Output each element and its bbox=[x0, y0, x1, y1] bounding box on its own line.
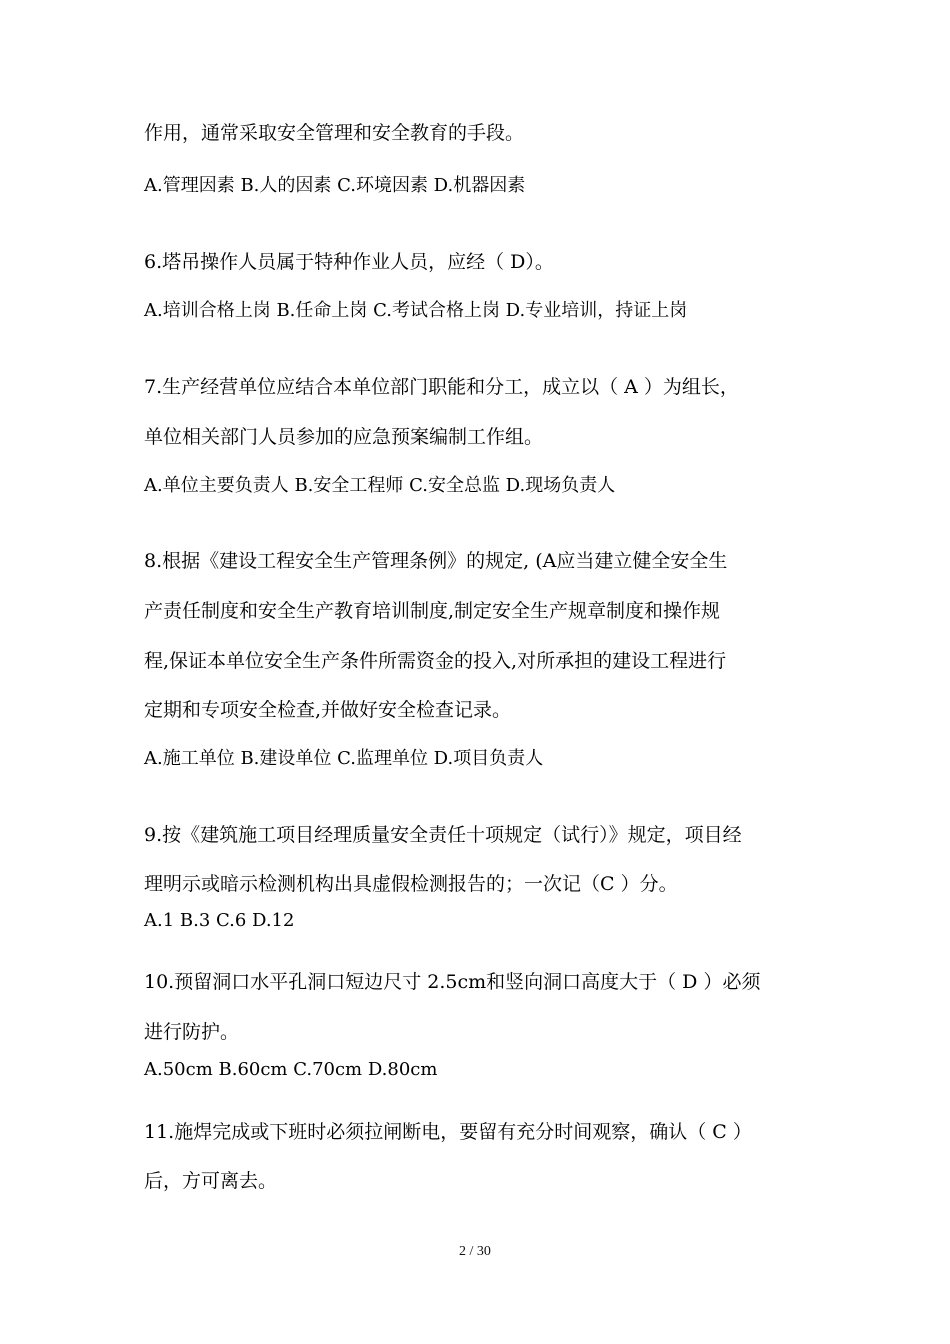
answer-options: A.1 B.3 C.6 D.12 bbox=[144, 910, 295, 931]
text-line: 单位相关部门人员参加的应急预案编制工作组。 bbox=[144, 426, 544, 448]
question-line: 7.生产经营单位应结合本单位部门职能和分工，成立以（ A ）为组长， bbox=[144, 376, 739, 398]
text-line: 作用，通常采取安全管理和安全教育的手段。 bbox=[144, 122, 525, 144]
text-line: 进行防护。 bbox=[144, 1021, 240, 1043]
text-line: 程,保证本单位安全生产条件所需资金的投入,对所承担的建设工程进行 bbox=[144, 650, 727, 672]
answer-options: A.管理因素 B.人的因素 C.环境因素 D.机器因素 bbox=[144, 175, 526, 196]
answer-options: A.培训合格上岗 B.任命上岗 C.考试合格上岗 D.专业培训，持证上岗 bbox=[144, 300, 688, 321]
question-line: 8.根据《建设工程安全生产管理条例》的规定, (A应当建立健全安全生 bbox=[144, 550, 728, 572]
answer-options: A.50cm B.60cm C.70cm D.80cm bbox=[144, 1059, 438, 1080]
text-line: 后，方可离去。 bbox=[144, 1170, 278, 1192]
answer-options: A.施工单位 B.建设单位 C.监理单位 D.项目负责人 bbox=[144, 748, 544, 769]
question-line: 6.塔吊操作人员属于特种作业人员，应经（ D）。 bbox=[144, 251, 554, 273]
text-line: 理明示或暗示检测机构出具虚假检测报告的；一次记（C ）分。 bbox=[144, 873, 678, 895]
answer-options: A.单位主要负责人 B.安全工程师 C.安全总监 D.现场负责人 bbox=[144, 475, 616, 496]
question-line: 9.按《建筑施工项目经理质量安全责任十项规定（试行）》规定，项目经 bbox=[144, 824, 742, 846]
question-line: 10.预留洞口水平孔洞口短边尺寸 2.5cm和竖向洞口高度大于（ D ）必须 bbox=[144, 971, 761, 993]
page-number: 2 / 30 bbox=[459, 1244, 491, 1259]
text-line: 产责任制度和安全生产教育培训制度,制定安全生产规章制度和操作规 bbox=[144, 600, 721, 622]
question-line: 11.施焊完成或下班时必须拉闸断电，要留有充分时间观察，确认（ C ） bbox=[144, 1121, 752, 1143]
text-line: 定期和专项安全检查,并做好安全检查记录。 bbox=[144, 699, 512, 721]
